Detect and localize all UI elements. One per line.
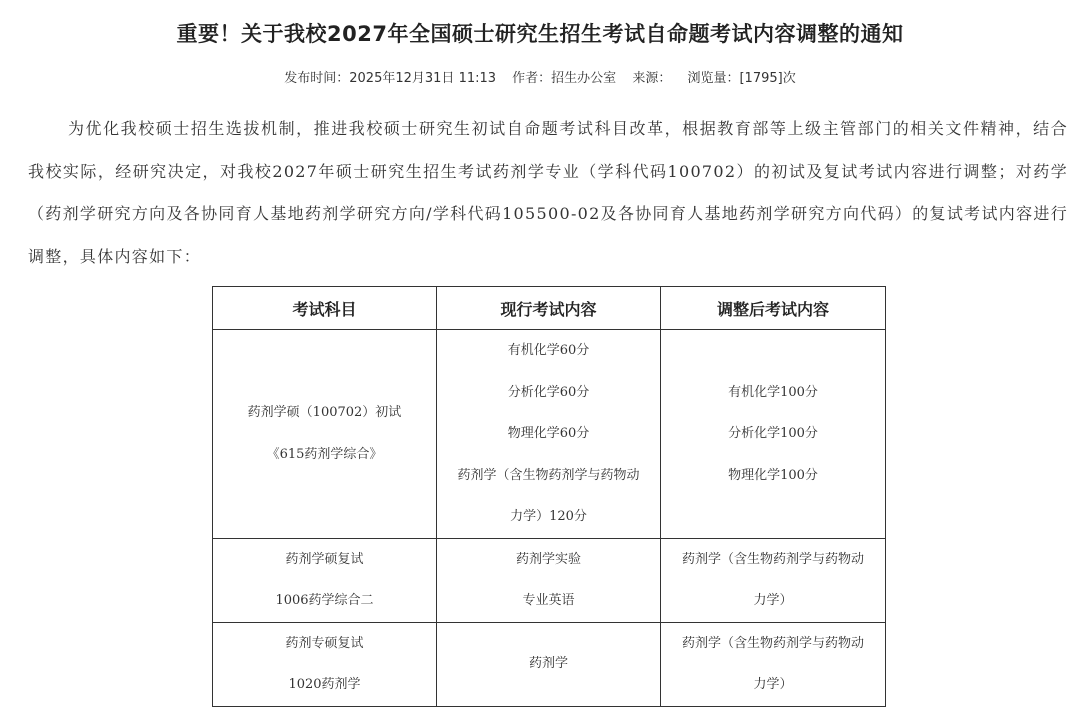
- cell-line: 药剂学（含生物药剂学与药物动: [457, 467, 640, 483]
- subject-cell: [213, 330, 437, 539]
- cell-line: 药剂学（含生物药剂学与药物动: [681, 551, 864, 567]
- table-header-row: [213, 287, 886, 330]
- table-row: [213, 538, 886, 622]
- cell-line: 药剂学硕复试: [285, 551, 364, 567]
- cell-line: 药剂学实验: [515, 551, 581, 567]
- adjusted-content-cell: [661, 622, 886, 706]
- adjusted-content-cell: [661, 330, 886, 539]
- adjusted-content-cell: [661, 538, 886, 622]
- column-header-current: 现行考试内容: [437, 287, 661, 330]
- source: 来源：: [632, 71, 672, 86]
- column-header-subject: 考试科目: [213, 287, 437, 330]
- view-count: 浏览量：[1795]次: [687, 71, 796, 86]
- current-content-cell: [437, 330, 661, 539]
- cell-line: 有机化学60分: [507, 343, 590, 358]
- author: 作者：招生办公室: [512, 71, 617, 86]
- cell-line: 物理化学100分: [728, 467, 818, 483]
- cell-line: 有机化学100分: [728, 384, 818, 400]
- article-title: 重要！关于我校2027年全国硕士研究生招生考试自命题考试内容调整的通知: [176, 22, 904, 46]
- article-meta: [0, 67, 1080, 86]
- cell-line: 力学）: [753, 593, 793, 608]
- cell-line: 物理化学60分: [507, 426, 590, 441]
- cell-line: 1020药剂学: [288, 677, 361, 692]
- cell-line: 分析化学60分: [507, 384, 590, 400]
- exam-content-table: [212, 286, 886, 707]
- cell-line: 药剂学: [528, 656, 568, 672]
- cell-line: 分析化学100分: [728, 426, 818, 441]
- cell-line: 药剂专硕复试: [285, 635, 364, 651]
- cell-line: 药剂学（含生物药剂学与药物动: [681, 635, 864, 651]
- cell-line: 专业英语: [522, 593, 575, 608]
- article-paragraph: 为优化我校硕士招生选拔机制，推进我校硕士研究生初试自命题考试科目改革，根据教育部等上级主管部门的相关文件精神，结合我校实际，经研究决定，对我校2027年硕士研究生招生考试药剂学专业（学科代码100702）的初试及复试考试内容进行调整；对药学（药剂学研究方向及各协同育人基地药剂学研究方向/学科代码105500-02及各协同育人基地药剂学研究方向代码）的复试考试内容进行调整，具体内容如下：: [28, 119, 1068, 266]
- cell-line: 药剂学硕（100702）初试: [247, 405, 402, 421]
- current-content-cell: [437, 538, 661, 622]
- table-row: [213, 622, 886, 706]
- cell-line: 力学）: [753, 677, 793, 692]
- table-row: [213, 330, 886, 539]
- cell-line: 《615药剂学综合》: [266, 446, 383, 462]
- column-header-adjusted: 调整后考试内容: [661, 287, 886, 330]
- cell-line: 力学）120分: [510, 509, 587, 524]
- cell-line: 1006药学综合二: [275, 593, 374, 608]
- subject-cell: [213, 622, 437, 706]
- current-content-cell: [437, 622, 661, 706]
- subject-cell: [213, 538, 437, 622]
- publish-time: 发布时间：2025年12月31日 11:13: [284, 71, 497, 86]
